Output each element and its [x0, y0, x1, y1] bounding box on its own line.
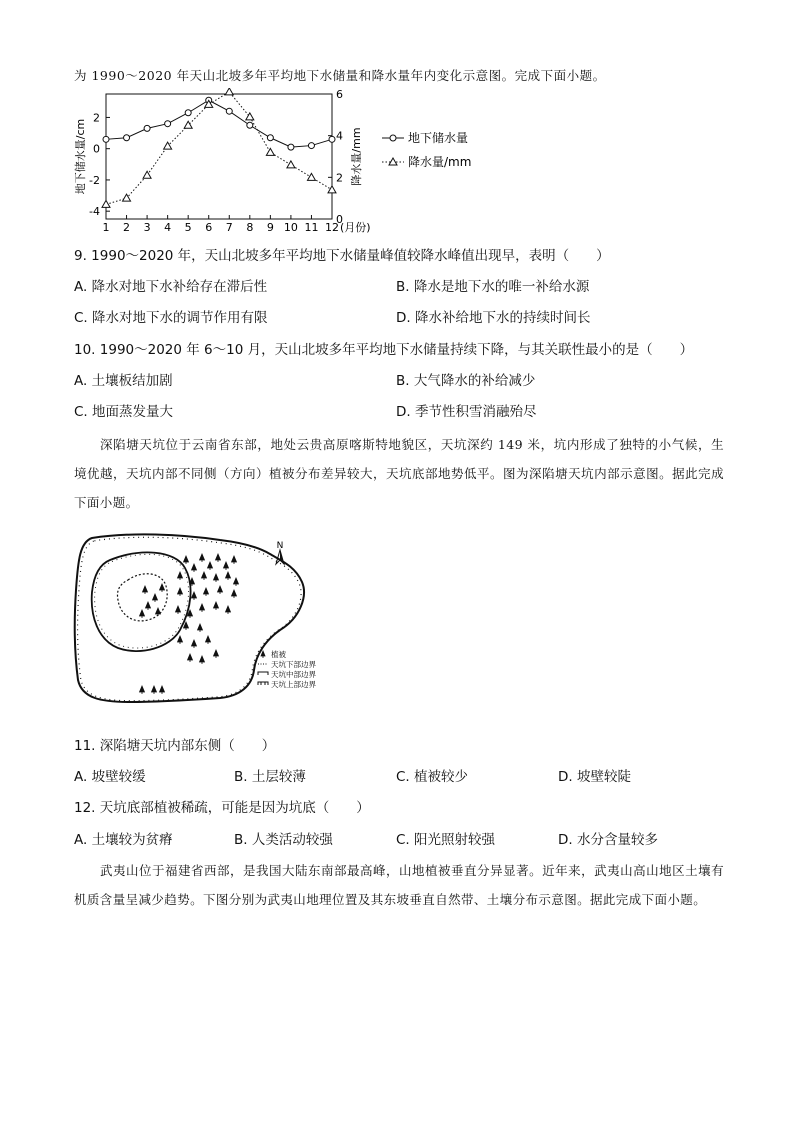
groundwater-point: [144, 125, 150, 131]
tiankeng-intro-paragraph: 深陷塘天坑位于云南省东部，地处云贵高原喀斯特地貌区，天坑深约 149 米，坑内形成了独特的小气候，生境优越，天坑内部不同侧（方向）植被分布差异较大，天坑底部地势低平。图为深陷塘天坑内部示意图。据此完成下面小题。: [74, 437, 724, 510]
vegetation-icon: [160, 584, 165, 592]
left-tick-label: 2: [93, 111, 100, 125]
map-legend: [258, 649, 316, 689]
vegetation-icon: [140, 686, 145, 694]
legend-label-1: 地下储水量: [408, 131, 469, 145]
x-tick-label: 6: [205, 221, 213, 234]
groundwater-precip-chart: [70, 88, 490, 238]
svg-text:天坑上部边界: 天坑上部边界: [271, 680, 316, 689]
x-tick-label: 12: [325, 221, 339, 234]
x-tick-label: 3: [143, 221, 151, 234]
vegetation-icon: [160, 686, 165, 694]
groundwater-point: [308, 143, 314, 149]
left-tick-label: -2: [89, 173, 100, 187]
precip-point: [102, 200, 110, 207]
tiankeng-map: [70, 530, 370, 720]
precip-point: [184, 121, 192, 128]
svg-text:天坑下部边界: 天坑下部边界: [271, 660, 316, 669]
svg-text:天坑中部边界: 天坑中部边界: [271, 670, 316, 679]
q10-option-b[interactable]: B. 大气降水的补给减少: [396, 373, 536, 389]
vegetation-icon: [216, 554, 221, 562]
vegetation-icon: [226, 606, 231, 614]
x-tick-label: 11: [304, 221, 319, 234]
left-axis-label: 地下储水量/cm: [74, 118, 87, 195]
plot-frame: [106, 94, 332, 219]
vegetation-icon: [192, 640, 197, 648]
vegetation-icon: [200, 656, 205, 664]
vegetation-icon: [234, 578, 239, 586]
left-tick-label: -4: [89, 205, 100, 219]
vegetation-icon: [176, 606, 181, 614]
groundwater-point: [288, 144, 294, 150]
q10-option-d[interactable]: D. 季节性积雪消融殆尽: [396, 404, 537, 420]
precip-point: [328, 186, 336, 193]
q12-option-c[interactable]: C. 阳光照射较强: [396, 832, 496, 848]
vegetation-icon: [146, 602, 151, 610]
vegetation-icon: [153, 594, 158, 602]
q10-option-c[interactable]: C. 地面蒸发量大: [74, 404, 174, 420]
groundwater-point: [124, 135, 130, 141]
x-tick-label: 8: [246, 221, 254, 234]
svg-text:N: N: [276, 541, 284, 551]
groundwater-point: [267, 135, 273, 141]
vegetation-icon: [224, 562, 229, 570]
vegetation-icon: [200, 554, 205, 562]
x-tick-label: 2: [123, 221, 131, 234]
x-tick-label: 7: [225, 221, 233, 234]
vegetation-icon: [178, 636, 183, 644]
north-arrow-icon: [276, 541, 284, 564]
vegetation-icon: [202, 572, 207, 580]
vegetation-icon: [232, 556, 237, 564]
legend-label-2: 降水量/mm: [408, 155, 472, 169]
vegetation-icon: [226, 572, 231, 580]
vegetation-icon: [184, 556, 189, 564]
svg-text:植被: 植被: [271, 650, 286, 659]
precip-point: [287, 161, 295, 168]
q12-option-d[interactable]: D. 水分含量较多: [558, 832, 658, 848]
vegetation-icon: [218, 586, 223, 594]
q9-option-d[interactable]: D. 降水补给地下水的持续时间长: [396, 310, 591, 326]
right-tick-label: 4: [336, 129, 343, 143]
precip-point: [307, 173, 315, 180]
right-tick-label: 6: [336, 88, 343, 101]
groundwater-point: [226, 108, 232, 114]
groundwater-point: [329, 136, 335, 142]
right-tick-label: 0: [336, 213, 343, 226]
precip-point: [225, 88, 233, 95]
middle-boundary: [92, 552, 191, 651]
left-tick-label: 0: [93, 142, 100, 156]
wuyishan-intro-paragraph: 武夷山位于福建省西部，是我国大陆东南部最高峰，山地植被垂直分异显著。近年来，武夷山高山地区土壤有机质含量呈减少趋势。下图分别为武夷山地理位置及其东坡垂直自然带、土壤分布示意图。据此完成下面小题。: [74, 863, 724, 907]
right-axis-label: 降水量/mm: [350, 127, 363, 186]
vegetation-icon: [188, 654, 193, 662]
precip-point: [266, 148, 274, 155]
q11-option-d[interactable]: D. 坡壁较陡: [558, 769, 631, 785]
x-tick-label: 9: [266, 221, 274, 234]
vegetation-icon: [204, 588, 209, 596]
right-tick-label: 2: [336, 171, 343, 185]
q11-option-a[interactable]: A. 坡壁较缓: [74, 769, 146, 785]
legend-marker-1: [390, 135, 396, 141]
x-tick-label: 10: [283, 221, 298, 234]
q12-option-b[interactable]: B. 人类活动较强: [234, 832, 333, 848]
q9-option-c[interactable]: C. 降水对地下水的调节作用有限: [74, 310, 268, 326]
precip-point: [143, 171, 151, 178]
vegetation-icon: [178, 572, 183, 580]
x-tick-label: 4: [164, 221, 172, 234]
vegetation-icon: [200, 604, 205, 612]
vegetation-icon: [206, 636, 211, 644]
q9-option-a[interactable]: A. 降水对地下水补给存在滞后性: [74, 279, 268, 295]
x-tick-label: 5: [184, 221, 192, 234]
groundwater-point: [165, 121, 171, 127]
vegetation-icon: [208, 562, 213, 570]
q12-option-a[interactable]: A. 土壤较为贫瘠: [74, 832, 173, 848]
vegetation-icon: [178, 588, 183, 596]
series-line-1: [106, 100, 332, 147]
question-11-stem: 11. 深陷塘天坑内部东侧（ ）: [74, 738, 276, 754]
series-line-2: [106, 92, 332, 204]
vegetation-icon: [152, 686, 157, 694]
vegetation-icon: [192, 564, 197, 572]
question-12-stem: 12. 天坑底部植被稀疏，可能是因为坑底（ ）: [74, 800, 370, 816]
vegetation-icon: [214, 650, 219, 658]
vegetation-icon: [156, 608, 161, 616]
precip-point: [246, 113, 254, 120]
vegetation-icon: [143, 586, 148, 594]
vegetation-icon: [140, 610, 145, 618]
vegetation-icon: [198, 624, 203, 632]
groundwater-point: [247, 122, 253, 128]
q11-option-c[interactable]: C. 植被较少: [396, 769, 469, 785]
vegetation-icon: [192, 592, 197, 600]
groundwater-point: [103, 136, 109, 142]
q9-option-b[interactable]: B. 降水是地下水的唯一补给水源: [396, 279, 590, 295]
vegetation-icon: [232, 590, 237, 598]
groundwater-point: [185, 110, 191, 116]
vegetation-icon: [214, 574, 219, 582]
question-9-stem: 9. 1990～2020 年，天山北坡多年平均地下水储量峰值较降水峰值出现早，表明（ ）: [74, 248, 610, 264]
intro-text: 为 1990～2020 年天山北坡多年平均地下水储量和降水量年内变化示意图。完成下面小题。: [74, 68, 606, 83]
vegetation-icon: [214, 602, 219, 610]
question-10-stem: 10. 1990～2020 年 6～10 月，天山北坡多年平均地下水储量持续下降，与其关联性最小的是（ ）: [74, 342, 694, 358]
x-tick-label: 1: [102, 221, 110, 234]
q10-option-a[interactable]: A. 土壤板结加剧: [74, 373, 173, 389]
q11-option-b[interactable]: B. 土层较薄: [234, 769, 306, 785]
x-axis-label: (月份): [340, 221, 371, 234]
